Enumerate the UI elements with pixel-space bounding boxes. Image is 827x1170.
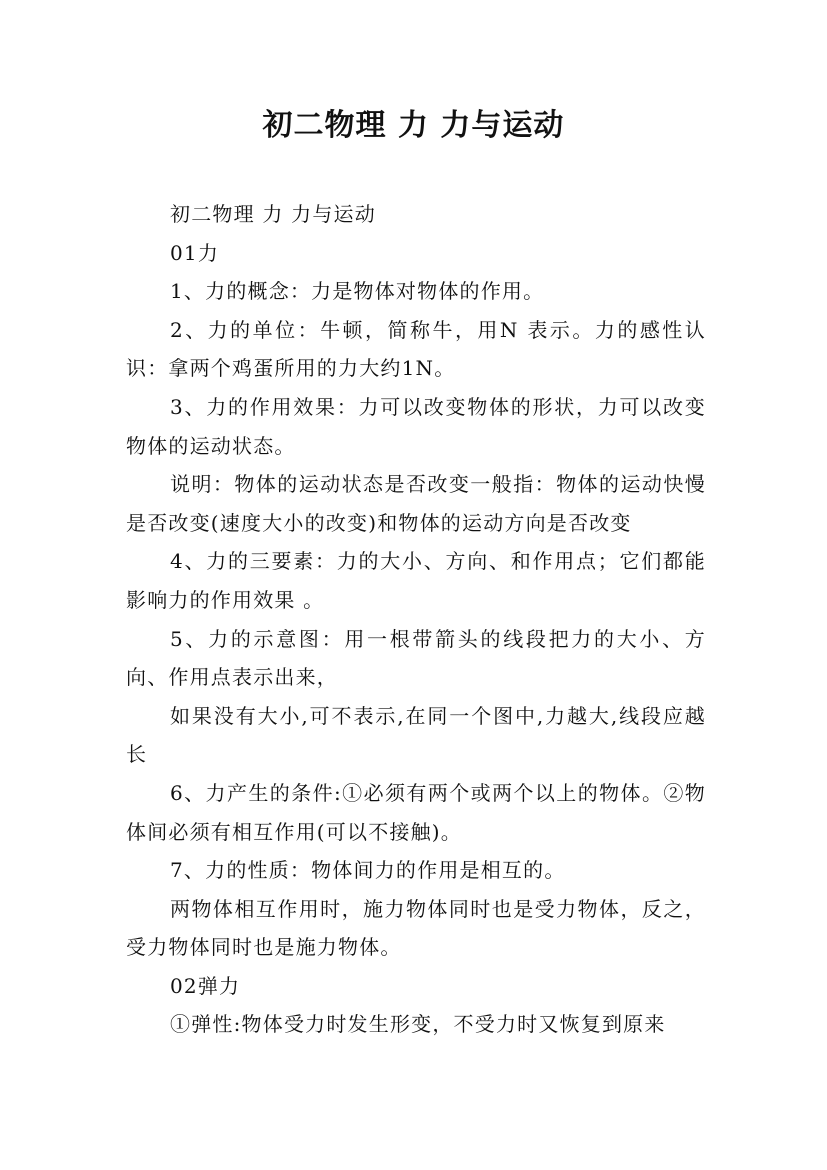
paragraph-force-diagram: 5、力的示意图：用一根带箭头的线段把力的大小、方向、作用点表示出来， xyxy=(126,626,706,690)
paragraph-force-unit: 2、力的单位：牛顿，简称牛，用N 表示。力的感性认识：拿两个鸡蛋所用的力大约1N。 xyxy=(126,317,706,381)
paragraph-force-concept: 1、力的概念：力是物体对物体的作用。 xyxy=(170,279,545,304)
paragraph-motion-state-note: 说明：物体的运动状态是否改变一般指：物体的运动快慢是否改变(速度大小的改变)和物体的运动方向是否改变 xyxy=(126,472,706,535)
paragraph-subtitle: 初二物理 力 力与运动 xyxy=(170,202,376,226)
paragraph-force-three-elements: 4、力的三要素：力的大小、方向、和作用点；它们都能影响力的作用效果 。 xyxy=(126,549,706,612)
section-heading-elastic-force: 02弹力 xyxy=(170,973,241,998)
document-body xyxy=(126,195,706,1044)
paragraph-interaction-note: 两物体相互作用时，施力物体同时也是受力物体，反之，受力物体同时也是施力物体。 xyxy=(126,896,706,960)
document-title: 初二物理 力 力与运动 xyxy=(262,108,565,143)
section-heading-force: 01力 xyxy=(170,240,220,265)
paragraph-force-conditions: 6、力产生的条件:①必须有两个或两个以上的物体。②物体间必须有相互作用(可以不接触)。 xyxy=(126,780,706,844)
paragraph-elasticity: ①弹性:物体受力时发生形变，不受力时又恢复到原来 xyxy=(170,1012,666,1037)
paragraph-force-nature: 7、力的性质：物体间力的作用是相互的。 xyxy=(170,858,566,883)
paragraph-force-effect: 3、力的作用效果：力可以改变物体的形状，力可以改变物体的运动状态。 xyxy=(126,394,706,458)
paragraph-force-diagram-note: 如果没有大小,可不表示,在同一个图中,力越大,线段应越长 xyxy=(126,703,706,767)
